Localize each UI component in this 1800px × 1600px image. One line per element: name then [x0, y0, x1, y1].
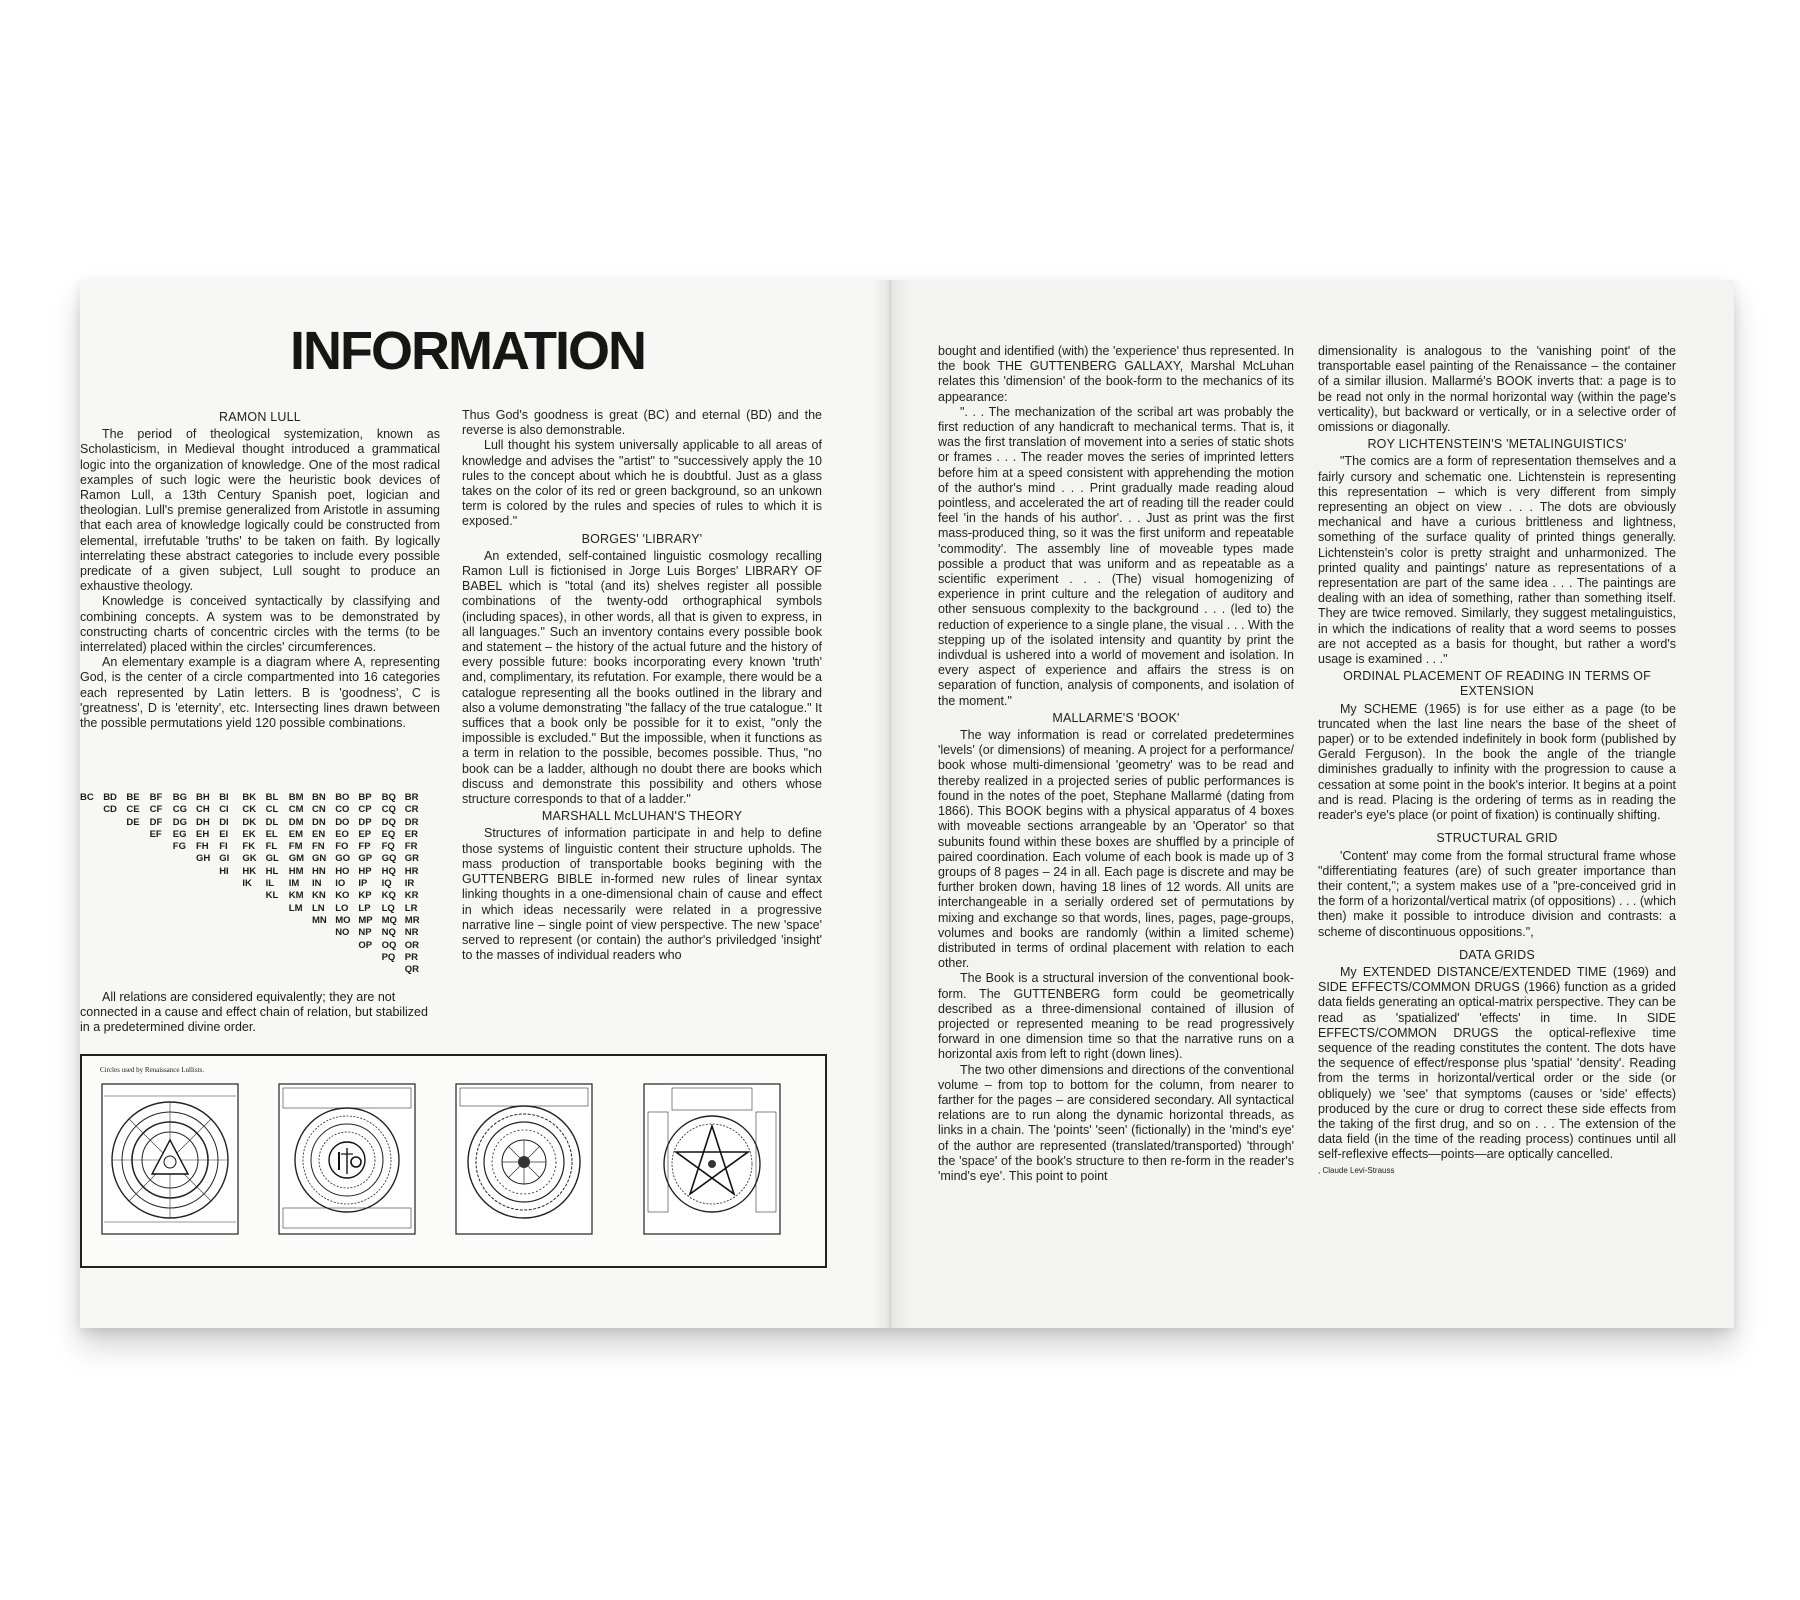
- letter-pair: BF: [149, 792, 163, 803]
- letter-pair: KP: [358, 890, 372, 902]
- heading-mcluhan-theory: MARSHALL McLUHAN'S THEORY: [541, 809, 743, 824]
- letter-grid-row: [80, 817, 440, 829]
- letter-grid-row: [80, 804, 440, 816]
- heading-ramon-lull: RAMON LULL: [219, 410, 301, 424]
- letter-pair: HQ: [381, 865, 396, 877]
- letter-pair: NQ: [381, 927, 396, 939]
- letter-pair: EH: [196, 828, 210, 840]
- letter-grid-row: [80, 853, 440, 865]
- right-column-1: [938, 344, 1294, 1184]
- right-page: [886, 280, 1734, 1328]
- letter-pair: CD: [103, 804, 117, 816]
- letter-pair: KN: [312, 890, 326, 902]
- heading-borges-library: BORGES' 'LIBRARY': [581, 531, 703, 546]
- letter-pair: GK: [242, 853, 257, 865]
- page-title: INFORMATION: [290, 321, 645, 381]
- letter-grid-row: [80, 841, 440, 853]
- letter-pair: FO: [335, 841, 349, 853]
- plate-caption: Circles used by Renaissance Lullists.: [100, 1066, 205, 1074]
- letter-pair: EQ: [381, 828, 396, 840]
- left-page: [80, 280, 886, 1328]
- letter-pair: BC: [80, 792, 94, 803]
- paragraph: All relations are considered equivalently; they are not connected in a cause and effect chain of relation, but stabilized in a predetermined divine order.: [80, 990, 428, 1035]
- footnote: , Claude Levi-Strauss: [1318, 1165, 1395, 1175]
- letter-pair: GR: [404, 853, 420, 865]
- paragraph: The period of theological systemization, known as Scholasticism, in Medieval thought introduced a grammatical logic into the organization of knowledge. One of the most radical examples of such logic were the heuristic book devices of Ramon Lull, a 13th Century Spanish poet, logician and theologian. Lull's premise generalized from Aristotle in assuming that each area of knowledge logically could be constructed from elemental, irrefutable 'truths' to be taken on faith. By logically interrelating these abstract categories to include every possible predicate of a given subject, Lull sought to produce an exhaustive theology.: [80, 427, 440, 594]
- letter-pair: FG: [172, 841, 186, 853]
- letter-pair: EG: [172, 828, 187, 840]
- heading-ordinal-placement: ORDINAL PLACEMENT OF READING IN TERMS OF EXTENSION: [1343, 669, 1651, 699]
- letter-pair: EK: [242, 828, 256, 840]
- letter-pair: LM: [288, 902, 303, 914]
- letter-pair: BH: [196, 792, 210, 803]
- letter-pair: FM: [288, 841, 303, 853]
- letter-pair: FP: [358, 841, 371, 853]
- letter-pair: BK: [242, 792, 257, 803]
- lullist-circle-figure-3: [454, 1082, 594, 1242]
- letter-pair: EN: [312, 828, 326, 840]
- letter-pair: DE: [126, 816, 140, 828]
- letter-pair: HR: [404, 865, 419, 877]
- paragraph: dimensionality is analogous to the 'vanishing point' of the transportable easel painting of the Renaissance – the container of a similar illusion. Mallarmé's BOOK inverts that: a page is to be read not only in the normal horizontal way (within the page's verticality), but backward or vertically, or in a selective order of omissions or diagonally.: [1318, 344, 1676, 435]
- paragraph: An extended, self-contained linguistic cosmology recalling Ramon Lull is fictionised in Jorge Luis Borges' LIBRARY OF BABEL which is "total (and its) shelves register all possible combinations of the twenty-odd orthographical symbols (including spaces), in other words, all that is given to express, in all languages." Such an inventory contains every possible book and statement – the history of the actual future and the history of every possible future: books incorporating every known 'truth' and, complimentary, its refutation. For example, there would be a catalogue representing all the books outlined in the library and also a volume demonstrating "the fallacy of the true catalogue." It suffices that a book only be possible for it to exist, "only the impossible is excluded." But the impossible, when it functions as a term in relation to the possible, becomes possible. Thus, "no book can be a ladder, although no doubt there are books which discuss and demonstrate this possibility and others whose structure corresponds to that of a ladder.": [462, 548, 822, 807]
- letter-pair: HN: [312, 865, 326, 877]
- letter-pair: CK: [242, 804, 257, 816]
- letter-pair: FN: [312, 841, 325, 853]
- paragraph: The two other dimensions and directions of the conventional volume – from top to bottom for the column, from nearer to farther for the pages – are considered secondary. All syntactical relations are to run along the dynamic horizontal threads, as links in a chain. The 'points' 'seen' (fictionally) in the 'mind's eye' of the author are represented (translated/transported) 'through' the 'space' of the book's structure to then re-form in the reader's 'mind's eye'. This point to point: [938, 1062, 1294, 1183]
- letter-pair: CM: [288, 804, 304, 816]
- letter-pair: DN: [312, 816, 326, 828]
- letter-pair: MO: [335, 914, 351, 926]
- paragraph: Thus God's goodness is great (BC) and eternal (BD) and the reverse is also demonstrable.: [462, 408, 822, 438]
- letter-grid-row: [80, 940, 440, 952]
- letter-pair: EL: [265, 828, 278, 840]
- letter-grid-row: [80, 927, 440, 939]
- lullist-circle-figure-1: [100, 1082, 240, 1242]
- letter-pair: CO: [335, 804, 350, 816]
- letter-pair: DK: [242, 816, 257, 828]
- letter-pair: IQ: [381, 878, 392, 890]
- letter-pair: BQ: [381, 792, 396, 803]
- letter-pair: BI: [219, 792, 229, 803]
- letter-pair: CF: [149, 804, 163, 816]
- letter-pair: DL: [265, 816, 279, 828]
- letter-pair: EO: [335, 828, 349, 840]
- letter-pair: LP: [358, 902, 371, 914]
- letter-pair: MN: [312, 914, 327, 926]
- paragraph: "The comics are a form of representation themselves and a fairly cursory and schematic one. Lichtenstein is representing this representation – which is very different from simply representing an object on view . . . The dots are obviously mechanical and have a curious brittleness and lightness, something of the surface quality of printed things generally. Lichtenstein's color is pretty straight and unharmonized. The printed quality and paintings' nature as representations of a representation are part of the same idea . . . The paintings are dealing with an idea of something, rather than something itself. They are twice removed. Similarly, they suggest metalinguistics, in which the indications of reality that a word seems to posses are not accepted as a basis for thought, but rather a word's usage is examined . . .": [1318, 454, 1676, 667]
- letter-grid-row: [80, 915, 440, 927]
- letter-pair: BP: [358, 792, 372, 803]
- letter-pair: PQ: [381, 951, 396, 963]
- letter-pair: CL: [265, 804, 279, 816]
- letter-pair: GN: [312, 853, 327, 865]
- letter-pair: EP: [358, 828, 372, 840]
- letter-pair: EF: [149, 828, 162, 840]
- letter-pair: DQ: [381, 816, 396, 828]
- letter-pair: DH: [196, 816, 210, 828]
- letter-grid-row: [80, 964, 440, 976]
- lull-combination-grid: [80, 792, 440, 976]
- paragraph: ". . . The mechanization of the scribal art was probably the first reduction of any handicraft to mechanical terms. That is, it was the first translation of movement into a series of static shots or frames . . . The reader moves the series of imprinted letters before him at a speed consistent with apprehending the motion of the author's mind . . . Print gradually made reading aloud pointless, and accelerated the art of reading till the reader could feel 'in the hands of his author'. . . Just as print was the first mass-produced thing, so it was the first uniform and repeatable 'commodity'. The assembly line of moveable types made possible a product that was uniform and as repeatable as a scientific experiment . . . (The) visual homogenizing of experience in print culture and the relegation of auditory and other sensuous complexity to the background . . . (led to) the reduction of experience to a single plane, the visual . . . With the stepping up of the isolated intensity and quantity by print the indivdual is ushered into a world of movement and isolation. In every aspect of experience and affairs the stress is on separation of function, analysis of components, and isolation of the moment.": [938, 404, 1294, 708]
- paragraph: My SCHEME (1965) is for use either as a page (to be truncated when the last line nears the base of the sheet of paper) or to be extended indefinitely in book form (published by Gerald Ferguson). In the book the angle of the triangle diminishes gradually to infinity with the progression to cause a cessation at some point in the book's interior. It begins at a point and is read. Placing is the ordering of terms as in reading the reader's eye's place (or point of fixation) is continually shifting.: [1318, 701, 1676, 823]
- letter-pair: DM: [288, 816, 304, 828]
- letter-grid-row: [80, 829, 440, 841]
- left-column-1-tail: [80, 990, 440, 1036]
- letter-grid-row: [80, 952, 440, 964]
- letter-pair: DG: [172, 816, 188, 828]
- letter-grid-row: [80, 878, 440, 890]
- letter-pair: BG: [172, 792, 188, 803]
- letter-pair: KO: [335, 890, 350, 902]
- letter-pair: DP: [358, 816, 372, 828]
- letter-pair: GO: [335, 853, 350, 865]
- letter-pair: FR: [404, 841, 418, 853]
- heading-lichtenstein: ROY LICHTENSTEIN'S 'METALINGUISTICS': [1367, 437, 1627, 452]
- letter-pair: IO: [335, 878, 346, 890]
- book-spread: [80, 280, 1734, 1328]
- letter-pair: KL: [265, 890, 279, 902]
- letter-pair: OR: [404, 939, 420, 951]
- letter-pair: LN: [312, 902, 325, 914]
- letter-pair: DI: [219, 816, 229, 828]
- letter-pair: HI: [219, 865, 229, 877]
- right-column-2: [1318, 344, 1676, 1178]
- letter-pair: FH: [196, 841, 209, 853]
- letter-grid-row: [80, 890, 440, 902]
- lullist-circle-figure-4: [642, 1082, 782, 1242]
- letter-pair: HK: [242, 865, 257, 877]
- letter-pair: IP: [358, 878, 368, 890]
- letter-pair: ER: [404, 828, 418, 840]
- lullist-circle-figure-2: [277, 1082, 417, 1242]
- paragraph: 'Content' may come from the formal structural frame whose "differentiating features (are) of such greater importance than their content,"; a system makes use of a "pre-conceived grid in the form of a horizontal/vertical matrix (of oppositions) . . . (which then) make it possible to introduce division and contrasts: a scheme of discontinuous oppositions.",: [1318, 848, 1676, 939]
- letter-pair: BE: [126, 792, 140, 803]
- heading-mallarme-book: MALLARME'S 'BOOK': [1052, 710, 1180, 725]
- letter-pair: HP: [358, 865, 372, 877]
- letter-pair: CE: [126, 804, 140, 816]
- letter-pair: GM: [288, 853, 305, 865]
- letter-grid-row: [80, 866, 440, 878]
- letter-pair: MP: [358, 914, 373, 926]
- heading-data-grids: DATA GRIDS: [1459, 947, 1535, 962]
- left-column-2: [462, 408, 822, 963]
- letter-pair: PR: [404, 951, 418, 963]
- letter-pair: GP: [358, 853, 373, 865]
- letter-grid-row: [80, 903, 440, 915]
- letter-pair: GH: [196, 853, 211, 865]
- letter-pair: IK: [242, 878, 252, 890]
- letter-pair: KM: [288, 890, 304, 902]
- letter-pair: NR: [404, 927, 419, 939]
- letter-pair: DR: [404, 816, 419, 828]
- letter-pair: BL: [265, 792, 279, 803]
- paragraph: The Book is a structural inversion of the conventional book-form. The GUTTENBERG form could be geometrically described as a three-dimensional contained of illusion of projected or represented meaning to be read progressively forward in one dimension time so that the narrative runs on a horizontal axis from left to right (down lines).: [938, 971, 1294, 1062]
- left-column-1: [80, 408, 440, 731]
- letter-pair: BN: [312, 792, 326, 803]
- letter-pair: LO: [335, 902, 349, 914]
- letter-pair: GL: [265, 853, 279, 865]
- letter-pair: BO: [335, 792, 350, 803]
- letter-pair: BM: [288, 792, 304, 803]
- letter-pair: BR: [404, 792, 419, 803]
- letter-pair: CI: [219, 804, 229, 816]
- letter-pair: KR: [404, 890, 419, 902]
- book-gutter: [870, 280, 910, 1328]
- letter-pair: GQ: [381, 853, 397, 865]
- letter-pair: CR: [404, 804, 419, 816]
- letter-pair: IM: [288, 878, 300, 890]
- letter-pair: LR: [404, 902, 418, 914]
- letter-pair: LQ: [381, 902, 395, 914]
- letter-pair: HL: [265, 865, 279, 877]
- letter-pair: NO: [335, 927, 350, 939]
- letter-pair: IL: [265, 878, 275, 890]
- letter-pair: OQ: [381, 939, 397, 951]
- paragraph: Structures of information participate in and help to define those systems of linguistic content their structure upholds. The mass production of transportable books begining with the GUTTENBERG BIBLE in-formed new rules of linear syntax linking thoughts in a one-dimensional chain of cause and effect in which ideas necessarily were related in a progressive narrative line – single point of view perspective. The new 'space' served to represent (or contain) the author's priviledged 'insight' to the masses of individual readers who: [462, 826, 822, 963]
- letter-pair: CH: [196, 804, 210, 816]
- paragraph: The way information is read or correlated predetermines 'levels' (or dimensions) of meaning. A project for a performance/ book whose multi-dimensional 'geometry' was to be read and thereby realized in a projected series of public performances is found in the notes of the poet, Stephane Mallarmé (dating from 1866). This BOOK begins with a physical apparatus of 4 boxes with moveable sections arrangeable by an 'Operator' so that subunits found within these boxes are shuffled by a principle of paired coordination. Each volume of each book is made up of 3 groups of 8 pages – 24 in all. Each page is discrete and may be further broken down, having 18 lines of 12 words. All units are interchangeable in a serially ordered set of permutations by mixing and exchange so that words, lines, pages, page-groups, volumes and books are randomly (within a limited scheme) distributed in terms of ordinal placement with relation to each other.: [938, 728, 1294, 971]
- letter-pair: EI: [219, 828, 229, 840]
- letter-pair: IN: [312, 878, 322, 890]
- paragraph: An elementary example is a diagram where A, representing God, is the center of a circle compartmented into 16 categories each represented by Latin letters. B is 'goodness', C is 'greatness', D is 'eternity', etc. Intersecting lines drawn between the possible permutations yield 120 possible combinations.: [80, 655, 440, 731]
- letter-pair: QR: [404, 964, 420, 976]
- lullist-circles-plate-strip: [80, 1054, 827, 1268]
- letter-pair: HM: [288, 865, 304, 877]
- letter-pair: DO: [335, 816, 350, 828]
- heading-structural-grid: STRUCTURAL GRID: [1436, 831, 1558, 846]
- paragraph: Lull thought his system universally applicable to all areas of knowledge and advises the "artist" to "successively apply the 10 rules to the concept about which he is doubtful. Just as a glass takes on the color of its red or green background, so an unkown term is colored by the rules and species of rules to which it is exposed.": [462, 438, 822, 529]
- letter-pair: GI: [219, 853, 230, 865]
- letter-pair: IR: [404, 878, 415, 890]
- letter-pair: MR: [404, 914, 420, 926]
- letter-pair: NP: [358, 927, 372, 939]
- letter-pair: FQ: [381, 841, 395, 853]
- letter-pair: KQ: [381, 890, 396, 902]
- letter-grid-row: [80, 792, 440, 804]
- letter-pair: HO: [335, 865, 350, 877]
- letter-pair: OP: [358, 939, 373, 951]
- letter-pair: CN: [312, 804, 326, 816]
- letter-pair: MQ: [381, 914, 397, 926]
- paragraph: My EXTENDED DISTANCE/EXTENDED TIME (1969) and SIDE EFFECTS/COMMON DRUGS (1966) function as a grided data fields generating an optical-matrix perspective. They can be read as 'spatialized' 'effects' in time. In SIDE EFFECTS/COMMON DRUGS the optical-reflexive time sequence of the reading constitutes the content. The dots have the sequence of effect/response plus 'spatial' 'density'. Reading from the terms in horizontal/vertical order or the side (or obliquely) we 'see' that symptoms (causes or 'side' effects) produced by the cure or drug to correct these side effects from the taking of the first drug, and so on . . . The extension of the data field (in the time of the reading process) continues until all self-reflexive effects—points—are optically cancelled.: [1318, 964, 1676, 1162]
- letter-pair: FI: [219, 841, 228, 853]
- letter-pair: CP: [358, 804, 372, 816]
- paragraph: Knowledge is conceived syntactically by classifying and combining concepts. A system was to be demonstrated by constructing charts of concentric circles with the terms (to be interrelated) placed within the circles' circumferences.: [80, 594, 440, 655]
- paragraph: bought and identified (with) the 'experience' thus represented. In the book THE GUTTENBERG GALLAXY, Marshal McLuhan relates this 'dimension' of the book-form to the mechanics of its appearance:: [938, 344, 1294, 404]
- letter-pair: FK: [242, 841, 256, 853]
- letter-pair: BD: [103, 792, 117, 803]
- letter-pair: DF: [149, 816, 163, 828]
- letter-pair: EM: [288, 828, 304, 840]
- letter-pair: CQ: [381, 804, 396, 816]
- letter-pair: FL: [265, 841, 278, 853]
- letter-pair: CG: [172, 804, 188, 816]
